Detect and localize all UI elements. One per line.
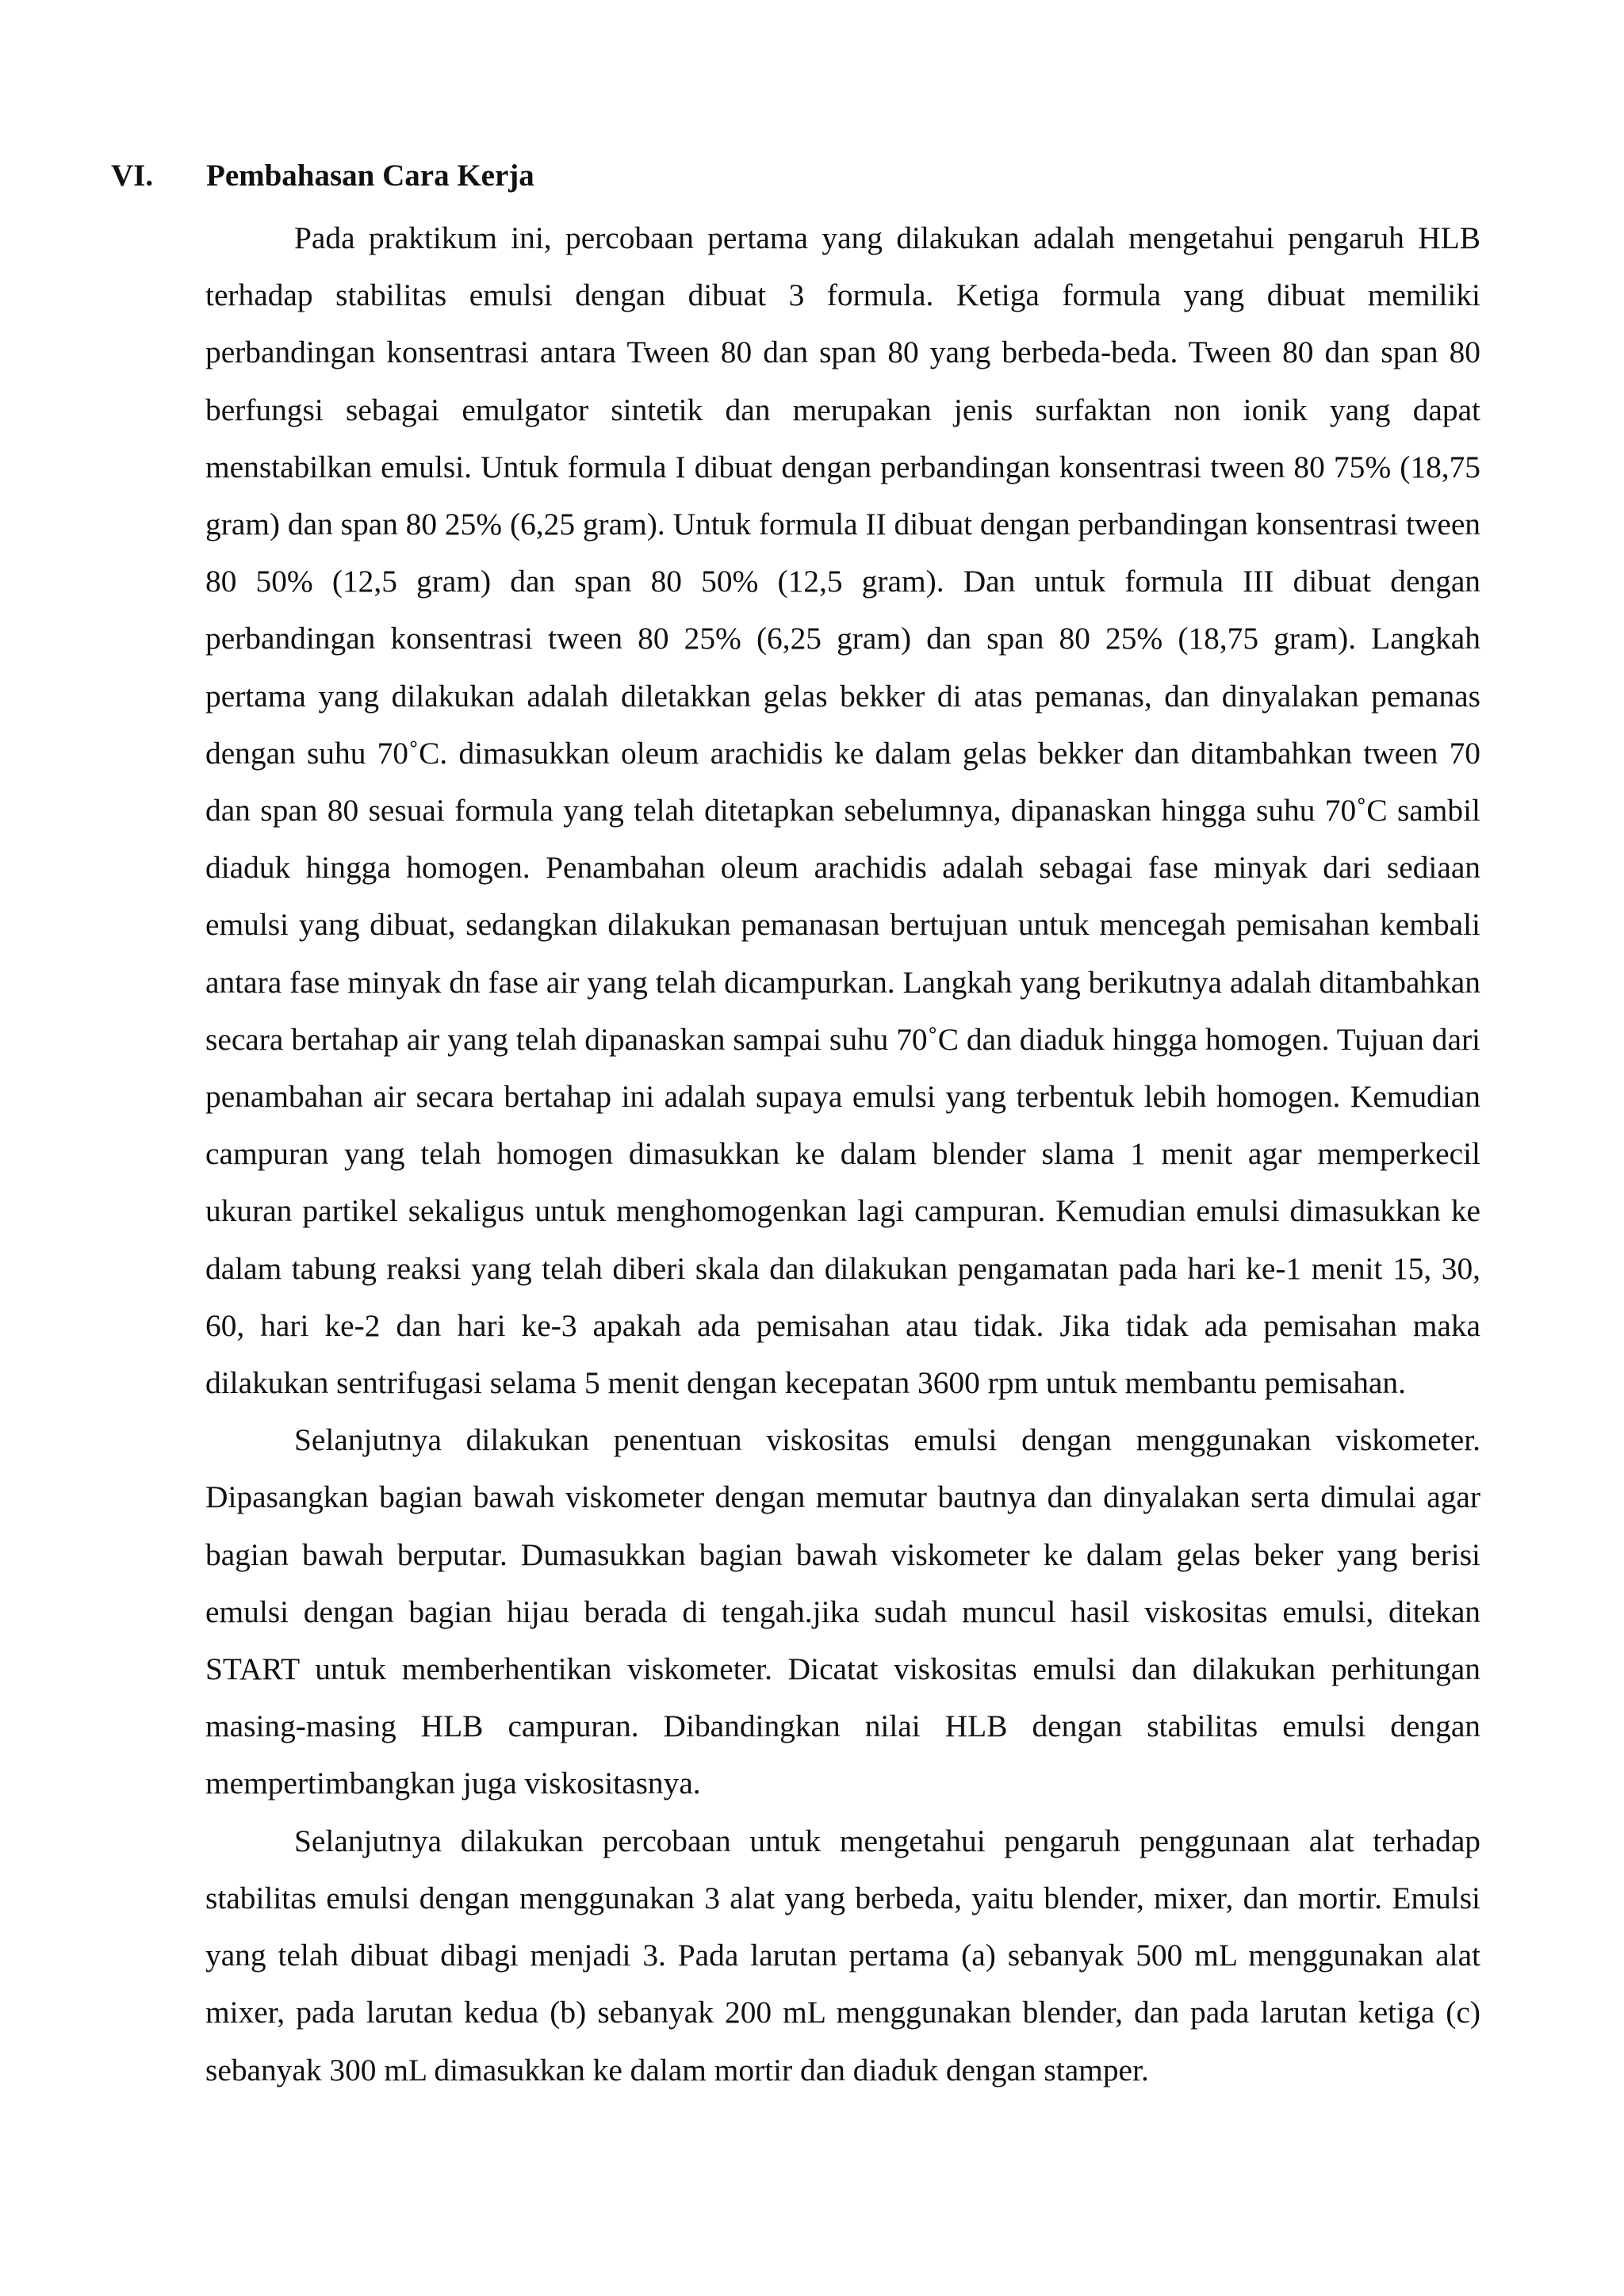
paragraph-equipment: Selanjutnya dilakukan percobaan untuk mengetahui pengaruh penggunaan alat terhadap stabilitas emulsi dengan menggunakan 3 alat yang berbeda, yaitu blender, mixer, dan mortir. Emulsi yang telah dibuat dibagi menjadi 3. Pada larutan pertama (a) sebanyak 500 mL menggunakan alat mixer, pada larutan kedua (b) sebanyak 200 mL menggunakan blender, dan pada larutan ketiga (c) sebanyak 300 mL dimasukkan ke dalam mortir dan diaduk dengan stamper. bbox=[205, 1823, 1480, 2087]
section-heading bbox=[111, 155, 1475, 197]
paragraph-hlb-formula: Pada praktikum ini, percobaan pertama yang dilakukan adalah mengetahui pengaruh HLB terhadap stabilitas emulsi dengan dibuat 3 formula. Ketiga formula yang dibuat memiliki perbandingan konsentrasi antara Tween 80 dan span 80 yang berbeda-beda. Tween 80 dan span 80 berfungsi sebagai emulgator sintetik dan merupakan jenis surfaktan non ionik yang dapat menstabilkan emulsi. Untuk formula I dibuat dengan perbandingan konsentrasi tween 80 75% (18,75 gram) dan span 80 25% (6,25 gram). Untuk formula II dibuat dengan perbandingan konsentrasi tween 80 50% (12,5 gram) dan span 80 50% (12,5 gram). Dan untuk formula III dibuat dengan perbandingan konsentrasi tween 80 25% (6,25 gram) dan span 80 25% (18,75 gram). Langkah pertama yang dilakukan adalah diletakkan gelas bekker di atas pemanas, dan dinyalakan pemanas dengan suhu 70˚C. dimasukkan oleum arachidis ke dalam gelas bekker dan ditambahkan tween 70 dan span 80 sesuai formula yang telah ditetapkan sebelumnya, dipanaskan hingga suhu 70˚C sambil diaduk hingga homogen. Penambahan oleum arachidis adalah sebagai fase minyak dari sediaan emulsi yang dibuat, sedangkan dilakukan pemanasan bertujuan untuk mencegah pemisahan kembali antara fase minyak dn fase air yang telah dicampurkan. Langkah yang berikutnya adalah ditambahkan secara bertahap air yang telah dipanaskan sampai suhu 70˚C dan diaduk hingga homogen. Tujuan dari penambahan air secara bertahap ini adalah supaya emulsi yang terbentuk lebih homogen. Kemudian campuran yang telah homogen dimasukkan ke dalam blender slama 1 menit agar memperkecil ukuran partikel sekaligus untuk menghomogenkan lagi campuran. Kemudian emulsi dimasukkan ke dalam tabung reaksi yang telah diberi skala dan dilakukan pengamatan pada hari ke-1 menit 15, 30, 60, hari ke-2 dan hari ke-3 apakah ada pemisahan atau tidak. Jika tidak ada pemisahan maka dilakukan sentrifugasi selama 5 menit dengan kecepatan 3600 rpm untuk membantu pemisahan. bbox=[205, 220, 1480, 1401]
paragraph-viscosity: Selanjutnya dilakukan penentuan viskositas emulsi dengan menggunakan viskometer. Dipasangkan bagian bawah viskometer dengan memutar bautnya dan dinyalakan serta dimulai agar bagian bawah berputar. Dumasukkan bagian bawah viskometer ke dalam gelas beker yang berisi emulsi dengan bagian hijau berada di tengah.jika sudah muncul hasil viskositas emulsi, ditekan START untuk memberhentikan viskometer. Dicatat viskositas emulsi dan dilakukan perhitungan masing-masing HLB campuran. Dibandingkan nilai HLB dengan stabilitas emulsi dengan mempertimbangkan juga viskositasnya. bbox=[205, 1422, 1480, 1801]
section-number: VI. bbox=[111, 159, 154, 193]
section-title: Pembahasan Cara Kerja bbox=[206, 159, 534, 193]
body-text bbox=[205, 209, 1480, 2099]
